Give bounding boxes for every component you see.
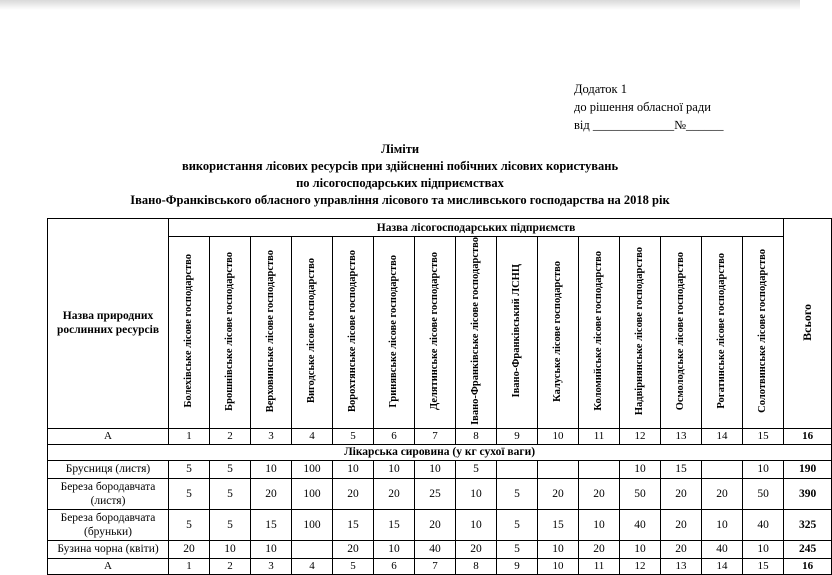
value-cell: 10 bbox=[743, 540, 784, 558]
enterprise-header-3 bbox=[251, 237, 292, 429]
enterprise-header-14 bbox=[702, 237, 743, 429]
value-cell: 100 bbox=[292, 509, 333, 540]
value-cell: 20 bbox=[661, 478, 702, 509]
enterprise-name: Ворохтянське лісове господарство bbox=[347, 249, 359, 412]
enterprise-name: Солотвинське лісове господарство bbox=[757, 249, 769, 413]
enterprise-header-7 bbox=[415, 237, 456, 429]
enterprise-name: Брошнівське лісове господарство bbox=[224, 251, 236, 411]
index-number-cell: 9 bbox=[497, 558, 538, 574]
index-number-cell: 12 bbox=[620, 428, 661, 444]
enterprise-header-5 bbox=[333, 237, 374, 429]
enterprise-header-15 bbox=[743, 237, 784, 429]
value-cell: 10 bbox=[702, 509, 743, 540]
enterprise-header-11 bbox=[579, 237, 620, 429]
value-cell: 20 bbox=[579, 540, 620, 558]
enterprise-name: Івано-Франківське лісове господарство bbox=[470, 237, 482, 425]
value-cell: 10 bbox=[210, 540, 251, 558]
index-number-cell: 6 bbox=[374, 558, 415, 574]
enterprise-name: Гринявське лісове господарство bbox=[388, 254, 400, 408]
index-number-cell: 13 bbox=[661, 558, 702, 574]
value-cell: 10 bbox=[251, 540, 292, 558]
value-cell: 50 bbox=[620, 478, 661, 509]
value-cell: 10 bbox=[743, 460, 784, 478]
index-number-cell: 1 bbox=[169, 558, 210, 574]
table-row bbox=[48, 509, 832, 540]
heading-line-3: по лісогосподарських підприємствах bbox=[296, 176, 504, 190]
appendix-line-1: Додаток 1 bbox=[574, 82, 627, 96]
index-number-cell: 8 bbox=[456, 558, 497, 574]
value-cell bbox=[579, 460, 620, 478]
enterprise-header-2 bbox=[210, 237, 251, 429]
value-cell: 10 bbox=[456, 478, 497, 509]
value-cell: 40 bbox=[620, 509, 661, 540]
row-total-cell: 245 bbox=[784, 540, 832, 558]
value-cell: 15 bbox=[374, 509, 415, 540]
value-cell: 10 bbox=[415, 460, 456, 478]
value-cell: 5 bbox=[497, 509, 538, 540]
index-number-cell: 10 bbox=[538, 428, 579, 444]
value-cell: 5 bbox=[497, 478, 538, 509]
resource-name-cell: Брусниця (листя) bbox=[48, 460, 169, 478]
index-number-cell: 6 bbox=[374, 428, 415, 444]
appendix-line-3: від _____________№______ bbox=[574, 118, 724, 132]
enterprise-name: Верховинське лісове господарство bbox=[265, 249, 277, 413]
index-number-cell: 12 bbox=[620, 558, 661, 574]
enterprise-header-12 bbox=[620, 237, 661, 429]
index-number-cell: 10 bbox=[538, 558, 579, 574]
value-cell: 5 bbox=[210, 509, 251, 540]
value-cell: 10 bbox=[333, 460, 374, 478]
enterprise-name: Надвірнянське лісове господарство bbox=[634, 246, 646, 416]
index-number-cell: 3 bbox=[251, 428, 292, 444]
enterprise-header-4 bbox=[292, 237, 333, 429]
row-total-cell: 190 bbox=[784, 460, 832, 478]
enterprise-header-13 bbox=[661, 237, 702, 429]
value-cell bbox=[292, 540, 333, 558]
total-column-header bbox=[784, 219, 832, 429]
value-cell: 40 bbox=[743, 509, 784, 540]
document-heading bbox=[0, 141, 800, 209]
enterprises-group-header: Назва лісогосподарських підприємств bbox=[169, 219, 784, 237]
value-cell bbox=[538, 460, 579, 478]
resource-name-cell: Бузина чорна (квіти) bbox=[48, 540, 169, 558]
enterprise-name: Вигодське лісове господарство bbox=[306, 258, 318, 404]
enterprise-name: Івано-Франківський ЛСНЦ bbox=[511, 264, 523, 398]
index-number-cell: 9 bbox=[497, 428, 538, 444]
resource-name-cell: Береза бородавчата (бруньки) bbox=[48, 509, 169, 540]
index-number-cell: 7 bbox=[415, 558, 456, 574]
value-cell: 15 bbox=[661, 460, 702, 478]
index-total-cell: 16 bbox=[784, 558, 832, 574]
index-number-cell: 2 bbox=[210, 558, 251, 574]
value-cell: 10 bbox=[374, 460, 415, 478]
value-cell: 5 bbox=[210, 460, 251, 478]
value-cell: 5 bbox=[210, 478, 251, 509]
value-cell: 5 bbox=[497, 540, 538, 558]
enterprise-name: Калуське лісове господарство bbox=[552, 260, 564, 402]
index-number-cell: 14 bbox=[702, 558, 743, 574]
resource-column-header: Назва природних рослинних ресурсів bbox=[48, 219, 169, 429]
page-top-shadow bbox=[0, 0, 800, 10]
heading-line-2: використання лісових ресурсів при здійсненні побічних лісових користувань bbox=[181, 159, 619, 173]
limits-table bbox=[47, 218, 832, 575]
value-cell: 5 bbox=[456, 460, 497, 478]
value-cell: 20 bbox=[169, 540, 210, 558]
enterprise-header-10 bbox=[538, 237, 579, 429]
value-cell: 10 bbox=[538, 540, 579, 558]
value-cell: 10 bbox=[620, 540, 661, 558]
value-cell: 20 bbox=[661, 540, 702, 558]
value-cell: 10 bbox=[251, 460, 292, 478]
index-number-cell: 3 bbox=[251, 558, 292, 574]
value-cell: 15 bbox=[538, 509, 579, 540]
value-cell: 20 bbox=[456, 540, 497, 558]
value-cell: 20 bbox=[374, 478, 415, 509]
value-cell: 20 bbox=[415, 509, 456, 540]
index-number-cell: 4 bbox=[292, 428, 333, 444]
value-cell: 20 bbox=[579, 478, 620, 509]
enterprise-name: Рогатинське лісове господарство bbox=[716, 253, 728, 409]
appendix-note bbox=[574, 80, 724, 134]
value-cell: 10 bbox=[579, 509, 620, 540]
value-cell: 15 bbox=[251, 509, 292, 540]
index-number-cell: 14 bbox=[702, 428, 743, 444]
value-cell: 20 bbox=[538, 478, 579, 509]
enterprise-header-9 bbox=[497, 237, 538, 429]
value-cell: 5 bbox=[169, 509, 210, 540]
value-cell: 10 bbox=[620, 460, 661, 478]
value-cell: 20 bbox=[251, 478, 292, 509]
value-cell: 20 bbox=[333, 478, 374, 509]
index-total-cell: 16 bbox=[784, 428, 832, 444]
value-cell: 15 bbox=[333, 509, 374, 540]
index-label-cell: А bbox=[48, 558, 169, 574]
resource-name-cell: Береза бородавчата (листя) bbox=[48, 478, 169, 509]
appendix-line-2: до рішення обласної ради bbox=[574, 100, 711, 114]
index-number-cell: 15 bbox=[743, 428, 784, 444]
value-cell: 25 bbox=[415, 478, 456, 509]
value-cell: 20 bbox=[702, 478, 743, 509]
index-number-cell: 7 bbox=[415, 428, 456, 444]
footer-index-row bbox=[48, 558, 832, 574]
index-number-cell: 8 bbox=[456, 428, 497, 444]
value-cell bbox=[702, 460, 743, 478]
table-body bbox=[48, 428, 832, 574]
value-cell bbox=[497, 460, 538, 478]
section-row bbox=[48, 444, 832, 460]
value-cell: 100 bbox=[292, 460, 333, 478]
total-header-label: Всього bbox=[800, 303, 815, 341]
value-cell: 10 bbox=[374, 540, 415, 558]
column-index-row bbox=[48, 428, 832, 444]
table-row bbox=[48, 478, 832, 509]
enterprise-header-1 bbox=[169, 237, 210, 429]
index-number-cell: 13 bbox=[661, 428, 702, 444]
section-title: Лікарська сировина (у кг сухої ваги) bbox=[48, 444, 832, 460]
value-cell: 20 bbox=[333, 540, 374, 558]
index-number-cell: 15 bbox=[743, 558, 784, 574]
index-number-cell: 11 bbox=[579, 428, 620, 444]
enterprise-name: Болехівське лісове господарство bbox=[183, 254, 195, 408]
table-row bbox=[48, 540, 832, 558]
value-cell: 10 bbox=[456, 509, 497, 540]
table-row bbox=[48, 460, 832, 478]
value-cell: 100 bbox=[292, 478, 333, 509]
index-number-cell: 4 bbox=[292, 558, 333, 574]
index-number-cell: 1 bbox=[169, 428, 210, 444]
enterprise-name: Делятинське лісове господарство bbox=[429, 251, 441, 410]
row-total-cell: 325 bbox=[784, 509, 832, 540]
value-cell: 40 bbox=[702, 540, 743, 558]
heading-line-4: Івано-Франківського обласного управління лісового та мисливського господарства на 2018 рік bbox=[130, 193, 670, 207]
heading-line-1: Ліміти bbox=[380, 142, 420, 156]
value-cell: 20 bbox=[661, 509, 702, 540]
enterprise-name: Осмолодське лісове господарство bbox=[675, 251, 687, 411]
index-number-cell: 5 bbox=[333, 558, 374, 574]
index-number-cell: 2 bbox=[210, 428, 251, 444]
index-number-cell: 5 bbox=[333, 428, 374, 444]
value-cell: 5 bbox=[169, 460, 210, 478]
enterprise-header-8 bbox=[456, 237, 497, 429]
enterprise-header-6 bbox=[374, 237, 415, 429]
row-total-cell: 390 bbox=[784, 478, 832, 509]
value-cell: 5 bbox=[169, 478, 210, 509]
value-cell: 50 bbox=[743, 478, 784, 509]
index-number-cell: 11 bbox=[579, 558, 620, 574]
value-cell: 40 bbox=[415, 540, 456, 558]
enterprise-name: Коломийське лісове господарство bbox=[593, 251, 605, 411]
index-label-cell: А bbox=[48, 428, 169, 444]
